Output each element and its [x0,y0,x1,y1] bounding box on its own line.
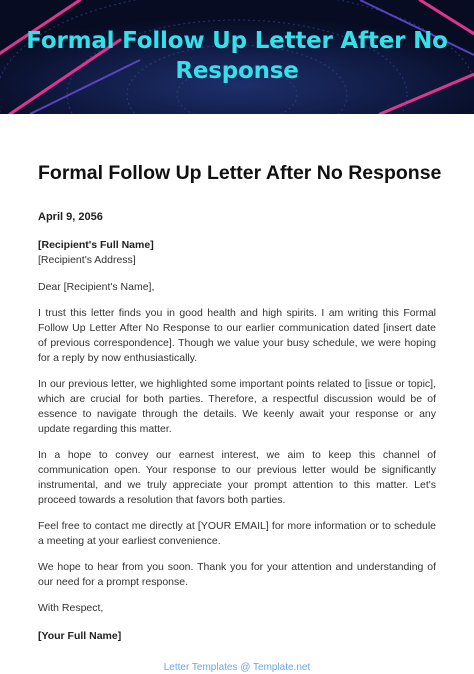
document-title: Formal Follow Up Letter After No Response [38,162,442,184]
sender-name: [Your Full Name] [38,630,122,642]
salutation: Dear [Recipient's Name], [38,281,155,293]
recipient-address: [Recipient's Address] [38,254,136,266]
banner-title: Formal Follow Up Letter After No Response [26,28,448,84]
letter-date: April 9, 2056 [38,211,103,223]
letter-document [38,160,442,644]
footer-link[interactable]: Letter Templates @ Template.net [163,662,311,673]
body-paragraph: In our previous letter, we highlighted some important points related to [issue or topic], which are crucial for both parties. Therefore, a respectful discussion would be of essence to navigate through the details. We keenly await your response or any update regarding this matter. [38,378,436,435]
closing: With Respect, [38,602,104,614]
header-banner [0,0,474,114]
body-paragraph: Feel free to contact me directly at [YOUR EMAIL] for more information or to schedule a meeting at your earliest convenience. [38,520,436,547]
recipient-name: [Recipient's Full Name] [38,239,154,251]
body-paragraph: I trust this letter finds you in good health and high spirits. I am writing this Formal Follow Up Letter After No Response to our earlier communication dated [insert date of previous correspondence]. Though we value your busy schedule, we were hoping for a reply by now enthusiastically. [38,307,436,364]
body-paragraph: In a hope to convey our earnest interest, we aim to keep this channel of communication open. Your response to our previous letter would be significantly instrumental, and we truly appreciate your prompt attention to this matter. Let's proceed towards a resolution that favors both parties. [38,449,436,506]
body-paragraph: We hope to hear from you soon. Thank you for your attention and understanding of our need for a prompt response. [38,561,436,588]
